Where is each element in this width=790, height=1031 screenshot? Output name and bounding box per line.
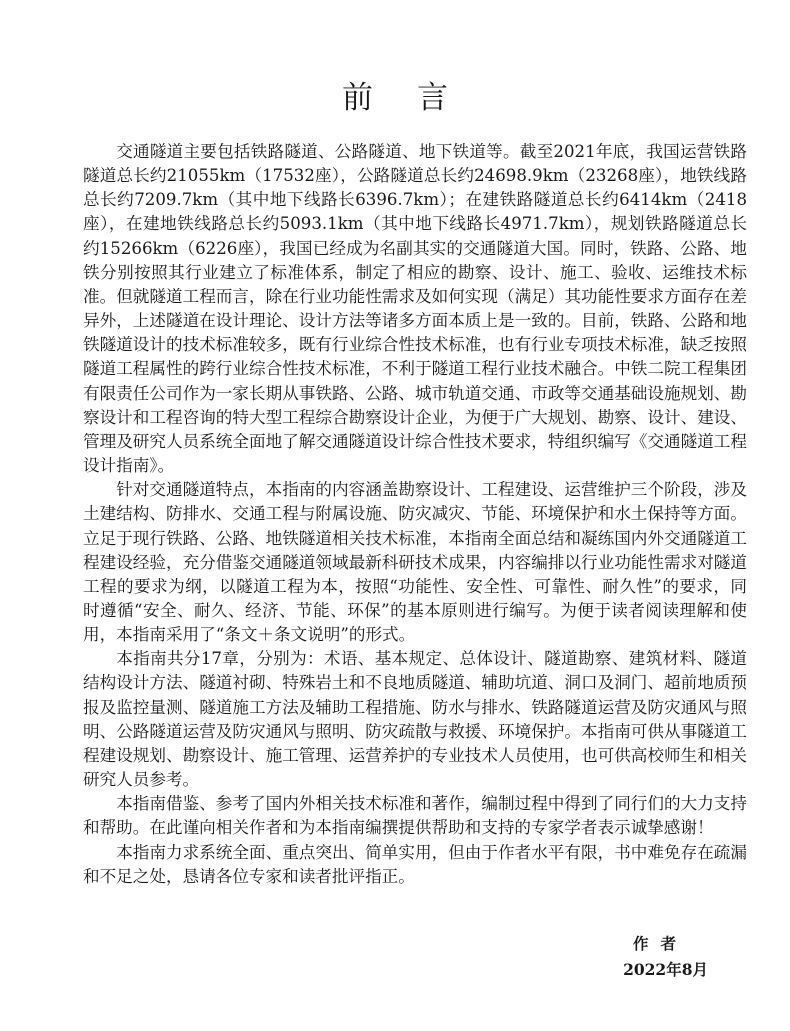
paragraph: 本指南力求系统全面、重点突出、简单实用，但由于作者水平有限，书中难免存在疏漏和不足之处，恳请各位专家和读者批评指正。 bbox=[83, 842, 747, 886]
paragraph: 交通隧道主要包括铁路隧道、公路隧道、地下铁道等。截至2021年底，我国运营铁路隧道总长约21055km（17532座），公路隧道总长约24698.9km（23268座），地铁线路总长约7209.7km（其中地下线路长6396.7km）；在建铁路隧道总长约6414km（2418座），在建地铁线路总长约5093.1km（其中地下线路长4971.7km），规划铁路隧道总长约15266km（6226座），我国已经成为名副其实的交通隧道大国。同时，铁路、公路、地铁分别按照其行业建立了标准体系，制定了相应的勘察、设计、施工、验收、运维技术标准。但就隧道工程而言，除在行业功能性需求及如何实现（满足）其功能性要求方面存在差异外，上述隧道在设计理论、设计方法等诸多方面本质上是一致的。目前，铁路、公路和地铁隧道设计的技术标准较多，既有行业综合性技术标准，也有行业专项技术标准，缺乏按照隧道工程属性的跨行业综合性技术标准，不利于隧道工程行业技术融合。中铁二院工程集团有限责任公司作为一家长期从事铁路、公路、城市轨道交通、市政等交通基础设施规划、勘察设计和工程咨询的特大型工程综合勘察设计企业，为便于广大规划、勘察、设计、建设、管理及研究人员系统全面地了解交通隧道设计综合性技术要求，特组织编写《交通隧道工程设计指南》。 bbox=[83, 142, 747, 476]
paragraph: 针对交通隧道特点，本指南的内容涵盖勘察设计、工程建设、运营维护三个阶段，涉及土建结构、防排水、交通工程与附属设施、防灾减灾、节能、环境保护和水土保持等方面。立足于现行铁路、公路、地铁隧道相关技术标准，本指南全面总结和凝练国内外交通隧道工程建设经验，充分借鉴交通隧道领域最新科研技术成果，内容编排以行业功能性需求对隧道工程的要求为纲，以隧道工程为本，按照“功能性、安全性、可靠性、耐久性”的要求，同时遵循“安全、耐久、经济、节能、环保”的基本原则进行编写。为便于读者阅读理解和使用，本指南采用了“条文＋条文说明”的形式。 bbox=[83, 480, 747, 645]
paragraph: 本指南共分17章，分别为：术语、基本规定、总体设计、隧道勘察、建筑材料、隧道结构设计方法、隧道衬砌、特殊岩土和不良地质隧道、辅助坑道、洞口及洞门、超前地质预报及监控量测、隧道施工方法及辅助工程措施、防水与排水、铁路隧道运营及防灾通风与照明、公路隧道运营及防灾通风与照明、防灾疏散与救援、环境保护。本指南可供从事隧道工程建设规划、勘察设计、施工管理、运营养护的专业技术人员使用，也可供高校师生和相关研究人员参考。 bbox=[83, 649, 747, 790]
paragraph: 本指南借鉴、参考了国内外相关技术标准和著作，编制过程中得到了同行们的大力支持和帮助。在此谨向相关作者和为本指南编撰提供帮助和支持的专家学者表示诚挚感谢！ bbox=[83, 794, 747, 838]
signature-author: 作者 bbox=[632, 934, 688, 953]
preface-body bbox=[83, 140, 747, 889]
signature-date: 2022年8月 bbox=[623, 960, 708, 979]
page-title: 前言 bbox=[342, 80, 492, 116]
